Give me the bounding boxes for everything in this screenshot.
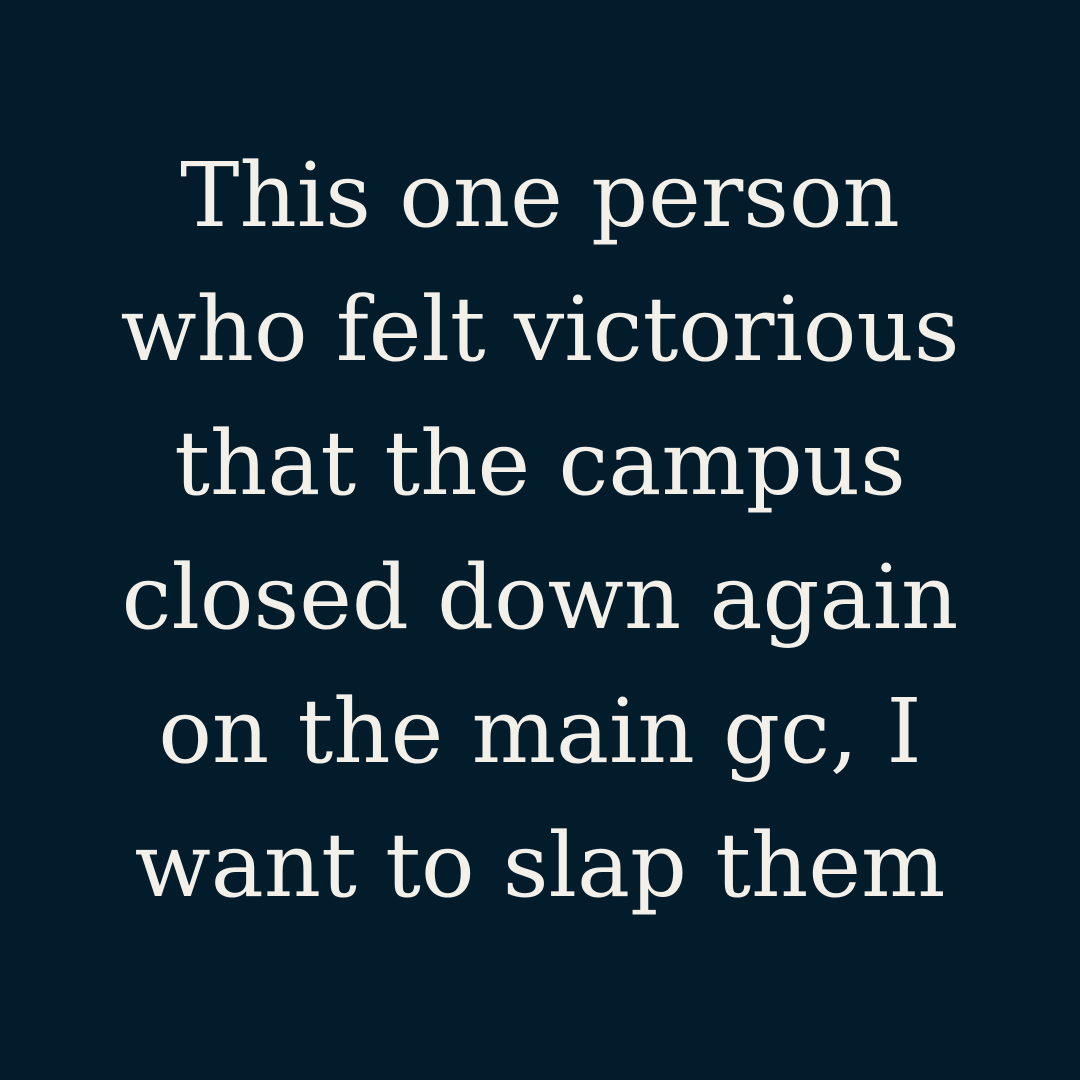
quote-line-3: that the campus [174, 411, 906, 515]
quote-text [0, 128, 1080, 932]
quote-line-4: closed down again [121, 545, 959, 649]
quote-line-6: want to slap them [134, 813, 946, 917]
quote-line-5: on the main gc, I [158, 679, 922, 783]
quote-line-2: who felt victorious [120, 277, 960, 381]
quote-line-1: This one person [180, 143, 900, 247]
